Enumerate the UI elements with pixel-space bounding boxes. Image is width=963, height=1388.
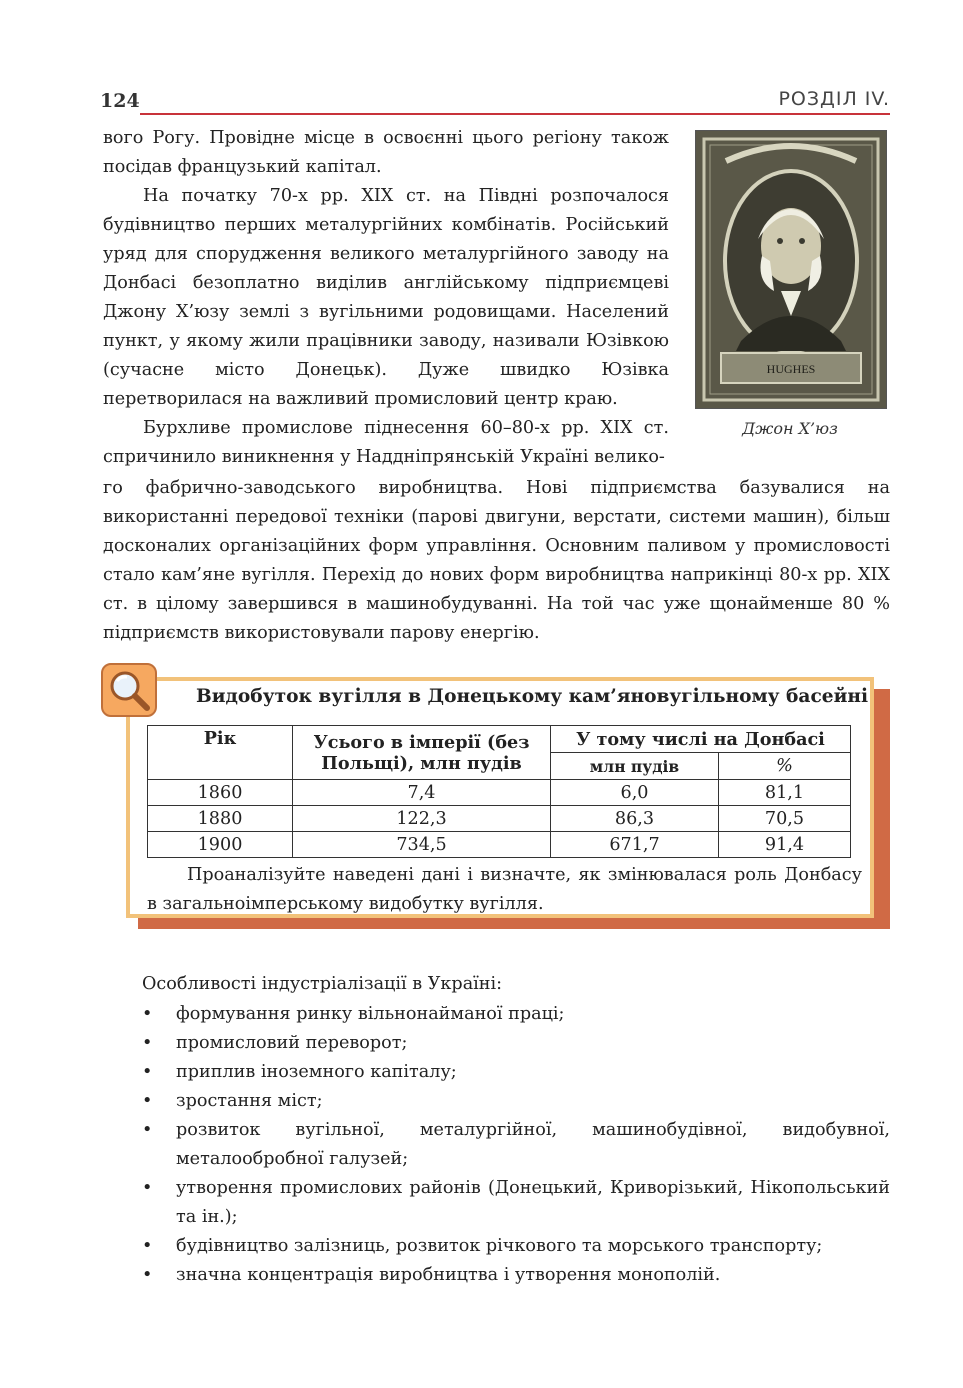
paragraph: Бурхливе промислове піднесення 60–80-х рр. XIX ст. спричинило виникнення у Наддніпрянській Україні велико- — [103, 418, 669, 467]
cell-empire: 122,3 — [293, 806, 551, 832]
header-empire-line1: Усього в імперії (без — [313, 731, 530, 753]
magnifier-badge — [101, 663, 157, 717]
list-item-text: приплив іноземного капіталу; — [176, 1062, 457, 1082]
box-question — [147, 861, 862, 919]
list-item — [142, 1029, 890, 1058]
list-item-text: зростання міст; — [176, 1091, 323, 1111]
cell-pct: 91,4 — [719, 832, 851, 858]
cell-donbas: 671,7 — [551, 832, 719, 858]
features-intro: Особливості індустріалізації в Україні: — [142, 974, 503, 994]
header-year: Рік — [148, 726, 293, 780]
header-donbas: У тому числі на Донбасі — [551, 726, 851, 753]
header-empire-line2: Польщі), млн пудів — [321, 752, 522, 774]
list-item-text: промисловий переворот; — [176, 1033, 408, 1053]
list-item — [142, 1058, 890, 1087]
list-item — [142, 1087, 890, 1116]
cell-pct: 81,1 — [719, 780, 851, 806]
bullet: • — [142, 1091, 153, 1111]
full-width-paragraph — [103, 474, 890, 648]
page-header — [100, 86, 890, 116]
features-list — [142, 1000, 890, 1290]
header-rule — [140, 113, 890, 115]
list-item — [142, 1261, 890, 1290]
paragraph: На початку 70-х рр. XIX ст. на Півдні розпочалося будівництво перших металургійних комбінатів. Російський уряд для спорудження великого металургійного заводу на Донбасі безоплатно виділив англійському підприємцеві Джону Х’юзу землі з вугільними родовищами. Населений пункт, у якому жили працівники заводу, називали Юзівкою (сучасне місто Донецьк). Дуже швидко Юзівка перетворилася на важливий промисловий центр краю. — [103, 186, 669, 409]
paragraph: вого Рогу. Провідне місце в освоєнні цього регіону також посідав французький капітал. — [103, 128, 669, 177]
table-row — [148, 780, 851, 806]
list-item — [142, 1116, 890, 1174]
list-item-text: формування ринку вільнонайманої праці; — [176, 1004, 565, 1024]
portrait-engraving — [696, 131, 886, 408]
bullet: • — [142, 1265, 153, 1285]
cell-donbas: 6,0 — [551, 780, 719, 806]
bullet: • — [142, 1236, 153, 1256]
portrait-caption: Джон Х’юз — [742, 419, 838, 438]
cell-pct: 70,5 — [719, 806, 851, 832]
cell-year: 1880 — [148, 806, 293, 832]
box-title: Видобуток вугілля в Донецькому кам’яновугільному басейні — [196, 686, 869, 707]
header-donbas-mln: млн пудів — [551, 753, 719, 780]
bullet: • — [142, 1004, 153, 1024]
cell-year: 1900 — [148, 832, 293, 858]
table-row — [148, 832, 851, 858]
question-text: Проаналізуйте наведені дані і визначте, як змінювалася роль Донбасу в загальноімперському видобутку вугілля. — [147, 865, 862, 914]
cell-empire: 7,4 — [293, 780, 551, 806]
list-item-text: будівництво залізниць, розвиток річкового та морського транспорту; — [176, 1236, 823, 1256]
list-item-text: значна концентрація виробництва і утворення монополій. — [176, 1265, 721, 1285]
bullet: • — [142, 1033, 153, 1053]
bullet: • — [142, 1178, 153, 1198]
list-item-text: розвиток вугільної, металургійної, машинобудівної, видобувної, металообробної галузей; — [176, 1120, 890, 1169]
header-donbas-pct: % — [719, 753, 851, 780]
cell-donbas: 86,3 — [551, 806, 719, 832]
cell-empire: 734,5 — [293, 832, 551, 858]
list-item — [142, 1174, 890, 1232]
cell-year: 1860 — [148, 780, 293, 806]
coal-table — [147, 725, 851, 858]
table-row — [148, 806, 851, 832]
portrait-image — [695, 130, 887, 409]
page-number: 124 — [100, 90, 140, 112]
portrait-plate-text: HUGHES — [766, 362, 816, 376]
magnifier-icon — [103, 665, 155, 715]
header-empire — [293, 726, 551, 780]
bullet: • — [142, 1062, 153, 1082]
bullet: • — [142, 1120, 153, 1140]
list-item — [142, 1000, 890, 1029]
section-title: РОЗДІЛ IV. — [778, 88, 890, 110]
top-text-column — [103, 124, 669, 472]
list-item-text: утворення промислових районів (Донецький, Криворізький, Нікопольський та ін.); — [176, 1178, 890, 1227]
paragraph: го фабрично-заводського виробництва. Нові підприємства базувалися на використанні передової техніки (парові двигуни, верстати, системи машин), більш досконалих організаційних форм управління. Основним паливом у промисловості стало кам’яне вугілля. Перехід до нових форм виробництва наприкінці 80-х рр. XIX ст. в цілому завершився в машинобудуванні. На той час уже щонайменше 80 % підприємств використовували парову енергію. — [103, 478, 890, 643]
list-item — [142, 1232, 890, 1261]
